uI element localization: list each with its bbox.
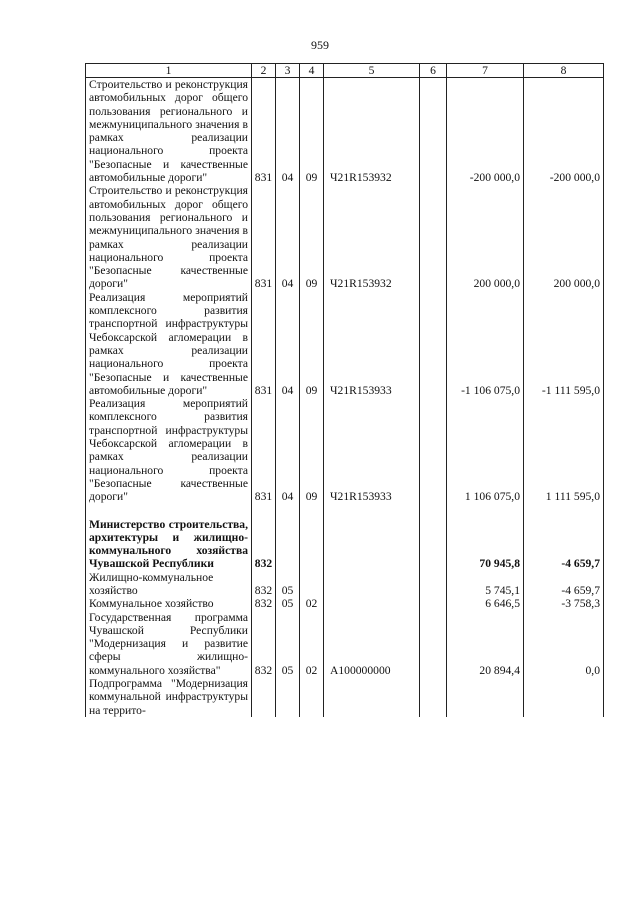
table-header [86,64,604,78]
row-description: Реализация мероприятий комплексного развития транспортной инфраструктуры Чебоксарской агломерации в рамках реализации национального проекта "Безопасные и качественные автомобильные дороги" [86,291,252,397]
table-row [86,397,604,503]
amount-year-2: -4 659,7 [524,571,604,598]
row-description: Подпрограмма "Модернизация коммунальной инфраструктуры на террито- [86,677,252,717]
expense-type-code [420,78,447,185]
column-header: 2 [252,64,276,78]
amount-year-1: 70 945,8 [447,518,524,571]
expense-type-code [420,518,447,571]
table-body [86,78,604,717]
column-header: 4 [300,64,324,78]
amount-year-1: 6 646,5 [447,597,524,610]
ministry-code: 831 [252,184,276,290]
ministry-code: 832 [252,597,276,610]
row-description: Строительство и реконструкция автомобильных дорог общего пользования регионального и межмуниципального значения в рамках реализации национального проекта "Безопасные и качественные автомобильные дороги" [86,78,252,185]
table-row [86,78,604,185]
ministry-code: 832 [252,611,276,677]
row-description: Государственная программа Чувашской Республики "Модернизация и развитие сферы жилищно-коммунального хозяйства" [86,611,252,677]
amount-year-1 [447,677,524,717]
spacer-row [86,504,604,518]
section-code [276,518,300,571]
amount-year-2: -4 659,7 [524,518,604,571]
target-article-code [324,597,420,610]
amount-year-1: -200 000,0 [447,78,524,185]
expense-type-code [420,291,447,397]
expense-type-code [420,397,447,503]
expense-type-code [420,677,447,717]
table-row [86,597,604,610]
column-header: 7 [447,64,524,78]
column-header: 1 [86,64,252,78]
ministry-code: 832 [252,518,276,571]
target-article-code: А100000000 [324,611,420,677]
ministry-code: 831 [252,78,276,185]
target-article-code: Ч21R153932 [324,184,420,290]
ministry-code: 832 [252,571,276,598]
target-article-code [324,518,420,571]
amount-year-2: 200 000,0 [524,184,604,290]
ministry-code: 831 [252,291,276,397]
row-description: Строительство и реконструкция автомобильных дорог общего пользования регионального и межмуниципального значения в рамках реализации национального проекта "Безопасные качественные дороги" [86,184,252,290]
section-code: 05 [276,611,300,677]
subsection-code: 09 [300,184,324,290]
amount-year-2: -200 000,0 [524,78,604,185]
table-row [86,184,604,290]
expense-type-code [420,571,447,598]
page-number: 959 [311,38,329,52]
subsection-code: 09 [300,78,324,185]
column-header: 6 [420,64,447,78]
row-description: Коммунальное хозяйство [86,597,252,610]
section-code [276,677,300,717]
subsection-code: 09 [300,291,324,397]
target-article-code: Ч21R153933 [324,397,420,503]
amount-year-1: -1 106 075,0 [447,291,524,397]
amount-year-1: 200 000,0 [447,184,524,290]
section-code: 04 [276,397,300,503]
column-header: 3 [276,64,300,78]
row-description: Реализация мероприятий комплексного развития транспортной инфраструктуры Чебоксарской агломерации в рамках реализации национального проекта "Безопасные качественные дороги" [86,397,252,503]
column-header: 8 [524,64,604,78]
amount-year-1: 1 106 075,0 [447,397,524,503]
section-code: 04 [276,291,300,397]
subsection-code: 02 [300,597,324,610]
expense-type-code [420,611,447,677]
section-code: 04 [276,184,300,290]
amount-year-1: 5 745,1 [447,571,524,598]
subsection-code [300,571,324,598]
expense-type-code [420,184,447,290]
target-article-code [324,677,420,717]
amount-year-2: -1 111 595,0 [524,291,604,397]
target-article-code [324,571,420,598]
target-article-code: Ч21R153933 [324,291,420,397]
table-row [86,291,604,397]
expense-type-code [420,597,447,610]
section-code: 05 [276,597,300,610]
row-description: Жилищно-коммунальное хозяйство [86,571,252,598]
table-row [86,611,604,677]
budget-table [85,63,604,717]
table-row [86,518,604,571]
table-row [86,571,604,598]
subsection-code: 02 [300,611,324,677]
amount-year-1: 20 894,4 [447,611,524,677]
table-row [86,677,604,717]
amount-year-2: 1 111 595,0 [524,397,604,503]
section-code: 05 [276,571,300,598]
ministry-code [252,677,276,717]
ministry-code: 831 [252,397,276,503]
subsection-code [300,518,324,571]
amount-year-2: 0,0 [524,611,604,677]
subsection-code [300,677,324,717]
amount-year-2 [524,677,604,717]
target-article-code: Ч21R153932 [324,78,420,185]
section-code: 04 [276,78,300,185]
subsection-code: 09 [300,397,324,503]
row-description: Министерство строительства, архитектуры и жилищно-коммунального хозяйства Чувашской Республики [86,518,252,571]
column-header: 5 [324,64,420,78]
amount-year-2: -3 758,3 [524,597,604,610]
